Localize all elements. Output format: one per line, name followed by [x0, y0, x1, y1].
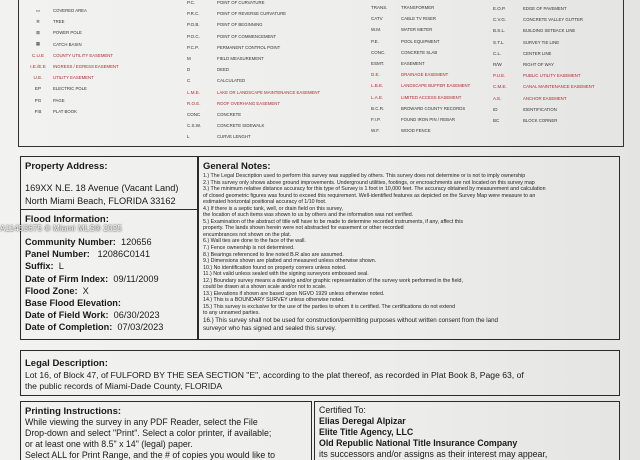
legal-description-box: [20, 350, 620, 396]
legal-description-line-1: Lot 16, of Block 47, of FULFORD BY THE SEA SECTION "E", according to the plat thereof, as recorded in Plat Book 8, Page 63, of: [25, 370, 524, 380]
suffix-label: Suffix:: [25, 261, 54, 272]
legend-label: INGRESS / EGRESS EASEMENT: [53, 64, 119, 70]
legend-abbreviation: P.U.E.: [493, 73, 506, 79]
printing-instructions-line-3: or at least one with 8.5" x 14" (legal) paper.: [25, 439, 193, 449]
legend-abbreviation: L.M.E.: [187, 89, 201, 95]
legend-symbol: C.U.E: [31, 52, 45, 58]
field-work-date-value: 06/30/2023: [113, 310, 160, 321]
property-address-line-1: 169XX N.E. 18 Avenue (Vacant Land): [25, 183, 179, 193]
community-number-label: Community Number:: [25, 237, 116, 247]
legend-abbreviation: C.L.: [493, 50, 502, 56]
general-notes-box: [198, 156, 620, 340]
legend-label: DRAINAGE EASEMENT: [401, 72, 449, 78]
legend-row: [23, 83, 119, 94]
legend-abbreviation: B.S.L.: [493, 28, 506, 34]
legend-row: [187, 75, 320, 86]
general-notes-heading: General Notes:: [203, 161, 271, 172]
legend-label: ROOF OVERHANG EASEMENT: [217, 100, 281, 106]
survey-legend: [18, 0, 624, 147]
legend-row: [23, 39, 119, 50]
legend-label: LAKE OR LANDSCAPE MAINTENANCE EASEMENT: [217, 89, 321, 95]
legend-row: [187, 64, 320, 75]
panel-number-label: Panel Number:: [25, 249, 90, 260]
legend-abbreviation: P.O.B.: [187, 22, 200, 28]
legend-abbreviation: D.E.: [371, 72, 380, 78]
legend-label: POOL EQUIPMENT: [401, 38, 440, 44]
legend-row: [371, 58, 470, 69]
legend-abbreviation: R.O.E.: [187, 100, 201, 106]
general-note-line: to any unnamed parties.: [203, 310, 260, 317]
legend-abbreviation: C: [187, 78, 191, 84]
general-note-line: property. The lands shown herein were not abstracted for easement or other recorded: [203, 225, 404, 232]
legend-abbreviation: A.E.: [493, 95, 502, 101]
legend-row: [187, 98, 320, 109]
legend-abbreviation: P.R.C.: [187, 11, 200, 17]
mls-watermark: A11453675 © Miami MLS® 2025: [0, 224, 122, 233]
general-note-line: 13.) Elevations if shown are based upon NGVD 1929 unless otherwise noted.: [203, 290, 385, 297]
panel-number-value: 12086C0141: [97, 249, 151, 260]
legend-label: BUILDING SETBACK LINE: [523, 28, 576, 34]
legend-row: [493, 81, 594, 92]
legend-abbreviation: ESMT.: [371, 61, 385, 67]
legend-label: COVERED AREA: [53, 8, 87, 14]
legend-row: [371, 103, 470, 114]
legend-label: SURVEY TIE LINE: [523, 39, 560, 45]
flood-information-heading: Flood Information:: [25, 214, 109, 225]
legend-row: [371, 13, 470, 24]
legend-abbreviation: ID: [493, 106, 498, 112]
legend-row: [493, 48, 594, 59]
firm-index-date-label: Date of Firm Index:: [25, 273, 109, 284]
legend-label: ANCHOR EASEMENT: [523, 95, 567, 101]
legend-symbol: PG: [34, 97, 42, 103]
legend-row: [187, 19, 320, 30]
legend-column-easements: [493, 3, 594, 126]
legend-row: [371, 92, 470, 103]
general-note-line: 3.) The minimum relative distance accuracy for this type of Survey is 1 foot in 10,000 feet. The accuracy obtained by measurement and calculation: [203, 186, 546, 193]
firm-index-date-value: 09/11/2009: [113, 273, 159, 284]
legend-row: [371, 47, 470, 58]
legend-label: CONCRETE SIDEWALK: [217, 123, 265, 129]
legend-symbol: P.B: [34, 108, 42, 114]
legend-row: [23, 16, 119, 27]
legend-label: FOUND IRON PIN / REBAR: [401, 116, 455, 122]
legend-label: CONCRETE SLAB: [401, 49, 438, 55]
printing-instructions-line-4: Select ALL for Print Range, and the # of copies you would like to: [25, 450, 276, 460]
legend-label: UTILITY EASEMENT: [53, 75, 94, 81]
legend-row: [187, 31, 320, 42]
legend-row: [23, 61, 119, 72]
property-address-box: [20, 156, 198, 210]
legend-label: LANDSCAPE BUFFER EASEMENT: [401, 83, 471, 89]
legend-abbreviation: L: [187, 134, 190, 140]
base-flood-elevation-label: Base Flood Elevation:: [25, 298, 121, 309]
legend-label: WOOD FENCE: [401, 128, 431, 134]
legend-row: [23, 5, 119, 16]
legend-row: [371, 36, 470, 47]
legend-row: [493, 70, 594, 81]
legend-label: CATCH BASIN: [53, 41, 82, 47]
legend-row: [187, 42, 320, 53]
general-note-line: 2.) This survey only shows above ground improvements. Underground utilities, footings, or encroachments are not located on this survey map: [203, 179, 535, 186]
printing-instructions-line-2: Drop-down and select "Print". Select a color printer, if available;: [25, 428, 272, 438]
certified-line-4: its successors and/or assigns as their interest may appear,: [319, 449, 548, 459]
legend-symbol: ✲: [36, 18, 40, 24]
legend-label: POINT OF COMMENCEMENT: [217, 33, 277, 39]
legend-symbol: I.E./E.E: [30, 64, 46, 70]
suffix-value: L: [58, 261, 64, 272]
legend-row: [371, 24, 470, 35]
legend-abbreviation: BC: [493, 117, 500, 123]
legend-column-symbols: [23, 5, 119, 117]
general-notes-list: [203, 173, 615, 333]
legend-abbreviation: P.O.C.: [187, 33, 200, 39]
legend-abbreviation: M: [187, 56, 191, 62]
certified-name-2: Elite Title Agency, LLC: [319, 427, 414, 437]
legend-row: [493, 59, 594, 70]
legend-row: [493, 3, 594, 14]
legend-row: [493, 14, 594, 25]
flood-zone-label: Flood Zone:: [25, 285, 78, 296]
legend-symbol: EP: [34, 86, 42, 92]
legend-label: CONCRETE: [217, 111, 242, 117]
legend-label: CONCRETE VALLEY GUTTER: [523, 17, 584, 23]
legal-description-line-2: the public records of Miami-Dade County, FLORIDA: [25, 381, 223, 391]
legend-abbreviation: S.T.L.: [493, 39, 505, 45]
legend-abbreviation: TRANS.: [371, 5, 388, 11]
flood-details: [25, 236, 163, 334]
certified-name-1: Elias Deregal Alpizar: [319, 416, 406, 426]
legend-abbreviation: B.C.R.: [371, 105, 385, 111]
legend-label: PLAT BOOK: [53, 108, 77, 114]
legend-abbreviation: C.V.G.: [493, 17, 507, 23]
general-note-line: the location of such items was shown to us by others and the information was not verified.: [203, 212, 414, 219]
legend-row: [23, 106, 119, 117]
completion-date-value: 07/03/2023: [117, 322, 164, 333]
legend-row: [493, 25, 594, 36]
legend-abbreviation: W.F.: [371, 128, 380, 134]
general-note-line: 9.) Dimensions shown are platted and measured unless otherwise shown.: [203, 258, 377, 265]
printing-instructions-heading: Printing Instructions:: [25, 406, 122, 417]
legend-label: POWER POLE: [53, 30, 82, 36]
general-note-line: 5.) Examination of the abstract of title will have to be made to determine recorded instruments, if any, affect this: [203, 218, 464, 225]
general-note-line: 6.) Wall ties are done to the face of the wall.: [203, 238, 306, 245]
general-note-line: 15.) This survey is exclusive for the use of the parties to whom it is certified. The certifications do not extend: [203, 303, 456, 310]
general-note-line: encumbrances not shown on the plat.: [203, 231, 292, 238]
legend-label: POINT OF REVERSE CURVATURE: [217, 11, 287, 17]
legend-row: [371, 80, 470, 91]
legend-abbreviation: CONC.: [371, 49, 386, 55]
legend-label: CANAL MAINTENANCE EASEMENT: [523, 84, 595, 90]
general-note-line: 14.) This is a BOUNDARY SURVEY unless otherwise noted.: [203, 297, 345, 304]
general-note-line: 1.) The Legal Description used to perform this survey was supplied by others. This survey does not determine or is not to imply ownership: [203, 173, 526, 179]
legend-row: [493, 104, 594, 115]
legend-column-utilities: [371, 2, 470, 136]
general-note-line: estimated horizontal positional accuracy of 1/10 foot.: [203, 199, 327, 206]
legend-abbreviation: CATV: [371, 16, 383, 22]
legend-symbol: ▭: [35, 7, 41, 13]
printing-instructions-line-1: While viewing the survey in any PDF Reader, select the File: [25, 417, 258, 427]
legend-label: POINT OF CURVATURE: [217, 0, 265, 6]
legend-column-points: [187, 0, 320, 142]
legend-label: PUBLIC UTILITY EASEMENT: [523, 73, 581, 79]
legend-label: BLOCK CORNER: [523, 117, 558, 123]
general-note-line: could be drawn at a shown scale and/or not to scale.: [203, 284, 327, 291]
completion-date-label: Date of Completion:: [25, 322, 113, 333]
certified-name-3: Old Republic National Title Insurance Company: [319, 438, 518, 448]
legend-abbreviation: D: [187, 67, 191, 73]
legend-label: WATER METER: [401, 27, 433, 33]
legend-abbreviation: F.I.P.: [371, 116, 381, 122]
legend-row: [371, 2, 470, 13]
legend-abbreviation: R/W: [493, 62, 502, 68]
legend-label: TRANSFORMER: [401, 5, 435, 11]
legend-symbol: ▦: [35, 41, 41, 47]
legend-label: ELECTRIC POLE: [53, 86, 87, 92]
legend-label: CABLE TV RISER: [401, 16, 437, 22]
legend-row: [187, 8, 320, 19]
legend-row: [187, 131, 320, 142]
legend-row: [23, 95, 119, 106]
legend-label: RIGHT OF WAY: [523, 62, 554, 68]
legend-label: CENTER LINE: [523, 50, 552, 56]
legend-symbol: U.E.: [33, 75, 43, 81]
legend-row: [493, 93, 594, 104]
legend-abbreviation: P.C.P.: [187, 44, 199, 50]
legend-label: CURVE LENGHT: [217, 134, 251, 140]
legend-label: PERMANENT CONTROL POINT: [217, 44, 281, 50]
legend-label: BROWARD COUNTY RECORDS: [401, 105, 466, 111]
legend-label: IDENTIFICATION: [523, 106, 557, 112]
field-work-date-label: Date of Field Work:: [25, 310, 109, 321]
general-note-line: 12.) Boundary survey means a drawing and/or graphic representation of the survey work performed in the field,: [203, 277, 463, 284]
legend-label: TREE: [53, 19, 65, 25]
general-note-line: 7.) Fence ownership is not determined.: [203, 245, 295, 252]
legend-row: [187, 109, 320, 120]
legend-symbol: ⊠: [36, 29, 40, 35]
legend-row: [23, 27, 119, 38]
flood-zone-value: X: [82, 285, 89, 296]
property-address-line-2: North Miami Beach, FLORIDA 33162: [25, 196, 176, 206]
general-note-line: 16.) This survey shall not be used for construction/permitting purposes without written consent from the land: [203, 317, 498, 325]
legend-row: [23, 50, 119, 61]
legend-label: EDGE OF PAVEMENT: [523, 6, 567, 12]
legend-row: [371, 125, 470, 136]
legend-row: [493, 37, 594, 48]
general-note-line: 4.) If there is a septic tank, well, or drain field on this survey,: [203, 205, 344, 212]
legend-label: COUNTY UTILITY EASEMENT: [53, 52, 114, 58]
legend-abbreviation: L.A.E.: [371, 94, 384, 100]
general-note-line: 8.) Bearings referenced to line noted B.R also are assumed.: [203, 251, 344, 258]
general-note-line: of closed geometric figures was found to exceed this requirement. Well-identified features as depicted on the Survey Map were measure to an: [203, 192, 536, 199]
legend-abbreviation: P.C.: [187, 0, 196, 6]
legend-label: FIELD MEASUREMENT: [217, 56, 264, 62]
legend-row: [493, 115, 594, 126]
certified-to-box: [314, 401, 620, 460]
legend-abbreviation: L.B.E.: [371, 83, 384, 89]
general-note-line: 11.) Not valid unless sealed with the signing surveyors embossed seal.: [203, 271, 369, 278]
legend-abbreviation: E.O.P.: [493, 6, 506, 12]
legend-label: DEED: [217, 67, 229, 73]
legend-row: [23, 72, 119, 83]
legend-abbreviation: CONC: [187, 111, 201, 117]
legend-label: CALCULATED: [217, 78, 246, 84]
legend-row: [187, 87, 320, 98]
certified-to-heading: Certified To:: [319, 405, 366, 415]
legend-abbreviation: C.M.E.: [493, 84, 507, 90]
legend-abbreviation: P.E.: [371, 38, 379, 44]
legend-abbreviation: C.S.W.: [187, 123, 202, 129]
legend-label: EASEMENT: [401, 61, 425, 67]
legend-label: LIMITED ACCESS EASEMENT: [401, 94, 462, 100]
legend-row: [187, 53, 320, 64]
legend-label: POINT OF BEGINNING: [217, 22, 263, 28]
legend-abbreviation: W.M.: [371, 27, 382, 33]
legend-label: PAGE: [53, 97, 65, 103]
general-note-line: 10.) No identification found on property corners unless noted.: [203, 264, 347, 271]
legend-row: [371, 69, 470, 80]
community-number-value: 120656: [120, 237, 152, 247]
general-note-line: surveyor who has signed and sealed this survey.: [203, 325, 336, 333]
property-address-heading: Property Address:: [25, 161, 108, 172]
legend-row: [187, 0, 320, 8]
legal-description-heading: Legal Description:: [25, 358, 108, 369]
printing-instructions-box: [20, 401, 312, 460]
legend-row: [371, 114, 470, 125]
legend-row: [187, 120, 320, 131]
